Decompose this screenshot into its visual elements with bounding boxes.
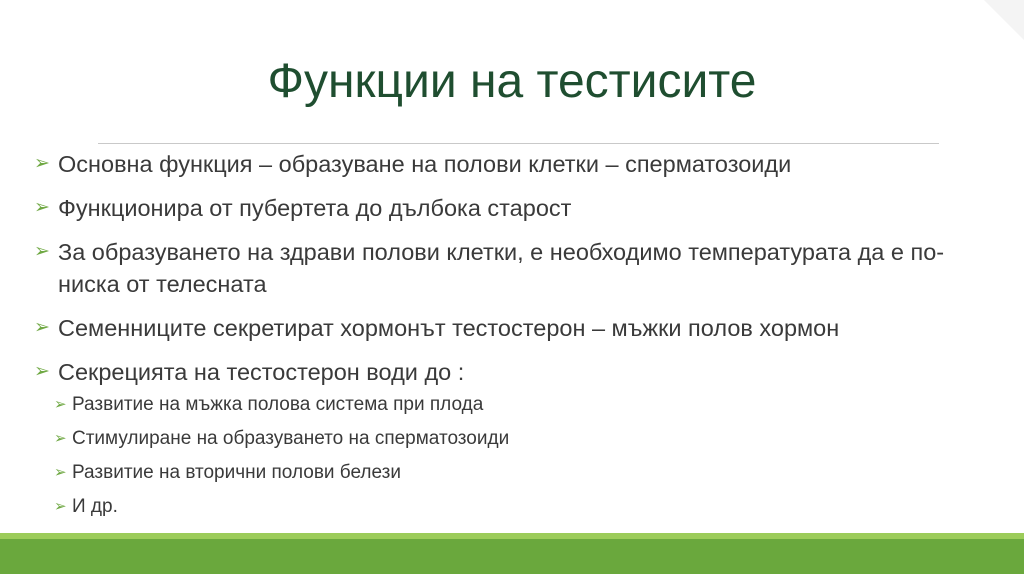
arrow-bullet-icon: ➢ [34,317,50,338]
arrow-bullet-icon: ➢ [54,430,67,447]
title-divider [98,143,939,144]
sub-list-item [34,490,994,524]
arrow-bullet-icon: ➢ [34,197,50,218]
corner-accent [984,0,1024,40]
slide-title: Функции на тестисите [267,55,757,108]
list-item-text: Семенниците секретират хормонът тестостерон – мъжки полов хормон [58,315,840,341]
arrow-bullet-icon: ➢ [34,241,50,262]
list-item-text: Функционира от пубертета до дълбока старост [58,195,572,221]
list-item-text: Основна функция – образуване на полови клетки – сперматозоиди [58,151,792,177]
sub-list-item [34,422,994,456]
sub-list-item-text: Развитие на вторични полови белези [72,462,401,483]
sub-list-item-text: Развитие на мъжка полова система при плода [72,394,484,415]
arrow-bullet-icon: ➢ [54,464,67,481]
list-item-text: Секрецията на тестостерон води до : [58,359,465,385]
list-item-text: За образуването на здрави полови клетки, е необходимо температурата да е по- ниска от телесната [58,239,945,297]
sub-list-item-text: Стимулиране на образуването на сперматозоиди [72,428,510,449]
arrow-bullet-icon: ➢ [34,153,50,174]
arrow-bullet-icon: ➢ [54,396,67,413]
footer-bar [0,539,1024,574]
list-item [34,356,994,388]
list-item [34,192,994,224]
sub-list-item [34,456,994,490]
sub-list-item-text: И др. [72,496,118,517]
arrow-bullet-icon: ➢ [54,498,67,515]
list-item [34,148,994,180]
arrow-bullet-icon: ➢ [34,361,50,382]
list-item [34,236,994,300]
sub-list-item [34,388,994,422]
list-item [34,312,994,344]
bullet-list [34,148,994,524]
